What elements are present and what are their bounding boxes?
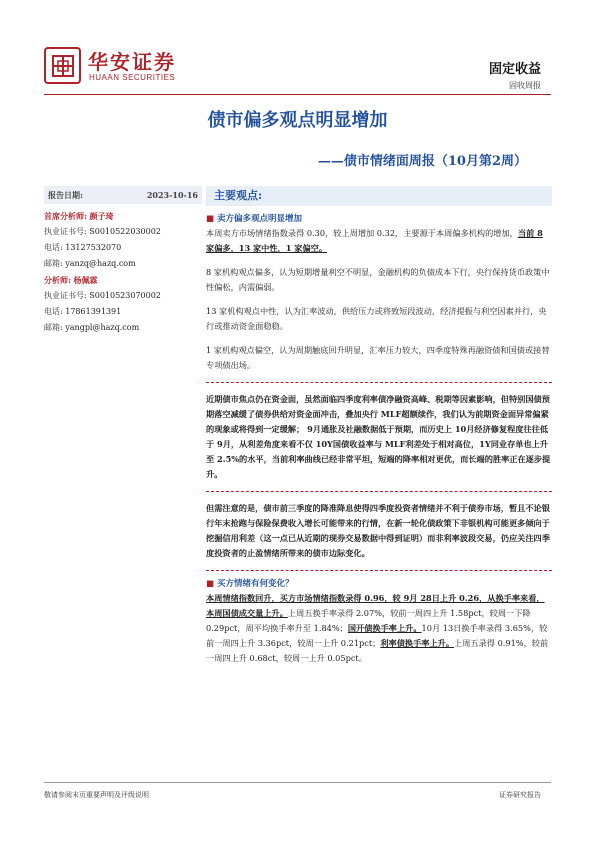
email-label: 邮箱: bbox=[44, 259, 63, 268]
analyst-role: 首席分析师: bbox=[44, 211, 87, 221]
paragraph: 近期债市焦点仍在资金面，虽然面临四季度利率债净融资高峰、税期等因素影响，但特别国债预期落空减缓了债券供给对资金面冲击，叠加央行 MLF超额续作，我们认为前期资金面异常偏紧的现象或将得到一定缓解； 9月通胀及社融数据低于预期，而历史上 10月经济修复程度往往低于 9月，从利差角度来看不仅 10Y国债收益率与 MLF利差处于相对高位，1Y同业存单也上升至 2.5%的水平，当前利率曲线已经非常平坦，短端的降率相对更优，而长端的胜率正在逐步提升。 bbox=[206, 394, 551, 479]
paragraph: 1 家机构观点偏空，认为周期触底回升明显，汇率压力较大，四季度特殊再融资债和国债或接替专项债出场。 bbox=[206, 345, 550, 370]
bullet-icon: ■ bbox=[206, 579, 215, 589]
analyst-role: 分析师: bbox=[44, 275, 71, 285]
paragraph: 13 家机构观点中性，认为汇率波动，供给压力或将致短段波动，经济提振与利空因素并行，央行或推动资金面稳稳。 bbox=[206, 306, 547, 331]
section-heading: 主要观点: bbox=[206, 186, 552, 206]
phone-label: 电话: bbox=[44, 307, 63, 316]
email-link[interactable]: yanzq@hazq.com bbox=[65, 259, 136, 268]
analyst-block bbox=[44, 208, 202, 272]
footer-divider bbox=[44, 782, 551, 783]
report-type: 固定收益 bbox=[488, 62, 541, 77]
divider bbox=[206, 382, 552, 383]
page-title: 债市偏多观点明显增加 bbox=[207, 110, 388, 131]
logo-english-name: HUAAN SECURITIES bbox=[89, 73, 176, 82]
footer-disclaimer: 敬请参阅末页重要声明及评级说明 bbox=[44, 791, 149, 799]
report-date-value: 2023-10-16 bbox=[146, 190, 198, 200]
highlight-text: 当前 8 家偏多，13 家中性，1 家偏空。 bbox=[206, 228, 543, 253]
section-bullet: ■ 卖方偏多观点明显增加 bbox=[206, 214, 303, 224]
company-logo bbox=[44, 44, 194, 90]
report-date-row bbox=[44, 186, 202, 204]
analyst-name: 颜子琦 bbox=[89, 211, 114, 221]
report-date-label: 报告日期: bbox=[48, 189, 83, 200]
divider bbox=[206, 570, 552, 571]
section-bullet: ■ 买方情绪有何变化？ bbox=[206, 579, 294, 589]
logo-mark-icon bbox=[44, 47, 81, 84]
divider bbox=[206, 491, 552, 492]
paragraph: 8 家机构观点偏多，认为短期增量利空不明显，金融机构的负债成本下行，央行保持货币政策中性偏松，内需偏弱。 bbox=[206, 267, 550, 292]
analyst-block bbox=[44, 272, 202, 336]
report-subtype: 固收周报 bbox=[509, 81, 541, 90]
phone-label: 电话: bbox=[44, 243, 63, 252]
header-divider bbox=[44, 94, 551, 95]
email-label: 邮箱: bbox=[44, 323, 63, 332]
analyst-sidebar bbox=[44, 186, 202, 336]
analyst-name: 杨佩霖 bbox=[73, 275, 98, 285]
footer-report-type: 证券研究报告 bbox=[499, 791, 541, 799]
page-subtitle: ——债市情绪面周报（10月第2周） bbox=[317, 154, 527, 169]
cert-label: 执业证书号: bbox=[44, 291, 87, 300]
main-content bbox=[206, 186, 552, 666]
cert-number: S0010522030002 bbox=[89, 227, 161, 236]
cert-label: 执业证书号: bbox=[44, 227, 87, 236]
paragraph: 但需注意的是，债市前三季度的降准降息使得四季度投资者情绪并不利于债券市场，暂且不论银行年末抢跑与保险保费收入增长可能带来的行情，在新一轮化债政策下非银机构可能更多倾向于挖掘信用利差（这一点已从近期的现券交易数据中得到证明）而非利率波段交易，仍应关注四季度投资者的止盈情绪所带来的债市边际变化。 bbox=[206, 503, 550, 558]
phone-number: 13127532070 bbox=[65, 243, 122, 252]
cert-number: S0010523070002 bbox=[89, 291, 161, 300]
bullet-icon: ■ bbox=[206, 214, 215, 224]
email-link[interactable]: yangpl@hazq.com bbox=[65, 323, 140, 332]
logo-name: 华安证券 bbox=[88, 50, 176, 74]
paragraph: 本周情绪指数回升，买方市场情绪指数录得 0.96，较 9月 28日上升 0.26，从换手率来看，本周国债成交量上升。上周五换手率录得 2.07%，较前一周四上升 1.58pct，较周一下降 0.29pct，周平均换手率升至 1.84%；国开债换手率上升。10月 13日换手率录得 3.65%，较前一周四上升 3.36pct，较周一上升 0.21pct；利率债换手率上升。上周五录得 0.91%，较前一周四上升 0.68ct，较周一上升 0.05pct。 bbox=[206, 593, 549, 663]
paragraph: 本周卖方市场情绪指数录得 0.30，较上周增加 0.32，主要源于本周偏多机构的增加，当前 8 家偏多，13 家中性，1 家偏空。 bbox=[206, 228, 543, 253]
phone-number: 17861391391 bbox=[65, 307, 122, 316]
